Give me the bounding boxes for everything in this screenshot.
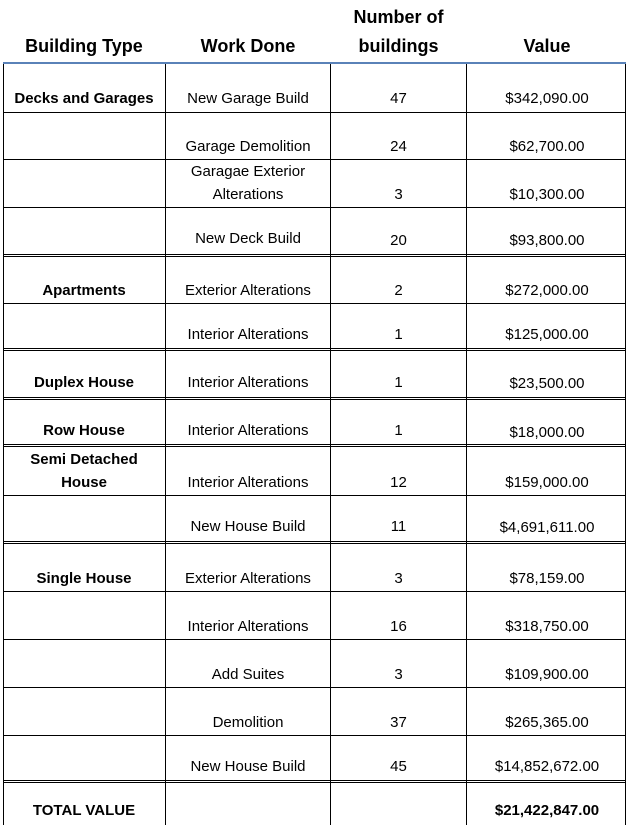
table-row-value: $78,159.00	[509, 570, 585, 587]
table-row-work-done: New Garage Build	[187, 90, 309, 107]
table-row-work-done: Exterior Alterations	[185, 282, 311, 299]
table-row-value: $109,900.00	[505, 666, 589, 683]
table-row-value: $125,000.00	[505, 326, 589, 343]
table-row-value: $265,365.00	[505, 714, 589, 731]
table-row-work-done: Demolition	[212, 714, 284, 731]
table-row-work-done: Interior Alterations	[187, 422, 309, 439]
table-row-value: $342,090.00	[505, 90, 589, 107]
table-row-work-done-line2: Alterations	[212, 186, 284, 203]
table-row-work-done: Interior Alterations	[187, 618, 309, 635]
group-divider	[3, 397, 626, 400]
table-row-work-done: Interior Alterations	[187, 474, 309, 491]
row-divider	[3, 639, 626, 640]
table-row-work-done-line1: Garagae Exterior	[190, 163, 306, 180]
row-divider	[3, 303, 626, 304]
table-row-number: 45	[390, 758, 407, 775]
row-divider	[3, 207, 626, 208]
header-separator	[3, 62, 626, 64]
table-row-building-type-line1: Semi Detached	[30, 451, 138, 468]
table-row-number: 1	[394, 374, 403, 391]
table-row-number: 3	[394, 570, 403, 587]
table-row-value: $93,800.00	[509, 232, 585, 249]
table-row-building-type-line2: House	[61, 474, 107, 491]
table-row-number: 47	[390, 90, 407, 107]
table-row-number: 16	[390, 618, 407, 635]
table-row-work-done: Garage Demolition	[185, 138, 311, 155]
table-row-building-type: Duplex House	[33, 374, 135, 391]
table-row-number: 24	[390, 138, 407, 155]
table-row-work-done: Interior Alterations	[187, 326, 309, 343]
table-row-number: 3	[394, 186, 403, 203]
row-divider	[3, 687, 626, 688]
table-row-value: $159,000.00	[505, 474, 589, 491]
row-divider	[3, 735, 626, 736]
table-row-number: 37	[390, 714, 407, 731]
table-row-value: $4,691,611.00	[499, 519, 595, 536]
group-divider	[3, 780, 626, 783]
table-row-number: 1	[394, 326, 403, 343]
header-number-line2: buildings	[358, 36, 439, 56]
table-row-number: 3	[394, 666, 403, 683]
group-divider	[3, 541, 626, 544]
table-row-value: $14,852,672.00	[494, 758, 600, 775]
group-divider	[3, 444, 626, 447]
total-label: TOTAL VALUE	[32, 802, 136, 819]
table-row-work-done: New House Build	[190, 518, 306, 535]
table-row-value: $62,700.00	[509, 138, 585, 155]
row-divider	[3, 112, 626, 113]
table-row-building-type: Apartments	[42, 282, 126, 299]
table-row-work-done: New Deck Build	[195, 230, 301, 247]
table-row-work-done: Exterior Alterations	[185, 570, 311, 587]
table-row-value: $23,500.00	[509, 375, 585, 392]
table-row-number: 1	[394, 422, 403, 439]
group-divider	[3, 348, 626, 351]
group-divider	[3, 254, 626, 257]
table-row-building-type: Single House	[36, 570, 132, 587]
table-row-value: $272,000.00	[505, 282, 589, 299]
row-divider	[3, 591, 626, 592]
header-work-done: Work Done	[200, 36, 296, 56]
table-row-number: 2	[394, 282, 403, 299]
header-value: Value	[523, 36, 571, 56]
header-building-type: Building Type	[25, 36, 143, 56]
table-row-work-done: Interior Alterations	[187, 374, 309, 391]
table-row-value: $10,300.00	[509, 186, 585, 203]
table-row-number: 12	[390, 474, 407, 491]
table-row-value: $18,000.00	[509, 424, 585, 441]
table-row-building-type: Row House	[43, 422, 125, 439]
table-row-building-type: Decks and Garages	[14, 90, 154, 107]
table-row-work-done: Add Suites	[211, 666, 285, 683]
table-row-number: 20	[390, 232, 407, 249]
table-row-number: 11	[390, 518, 407, 535]
header-number-line1: Number of	[353, 7, 444, 27]
table-row-work-done: New House Build	[190, 758, 306, 775]
table-row-value: $318,750.00	[505, 618, 589, 635]
row-divider	[3, 495, 626, 496]
total-value: $21,422,847.00	[494, 802, 600, 819]
